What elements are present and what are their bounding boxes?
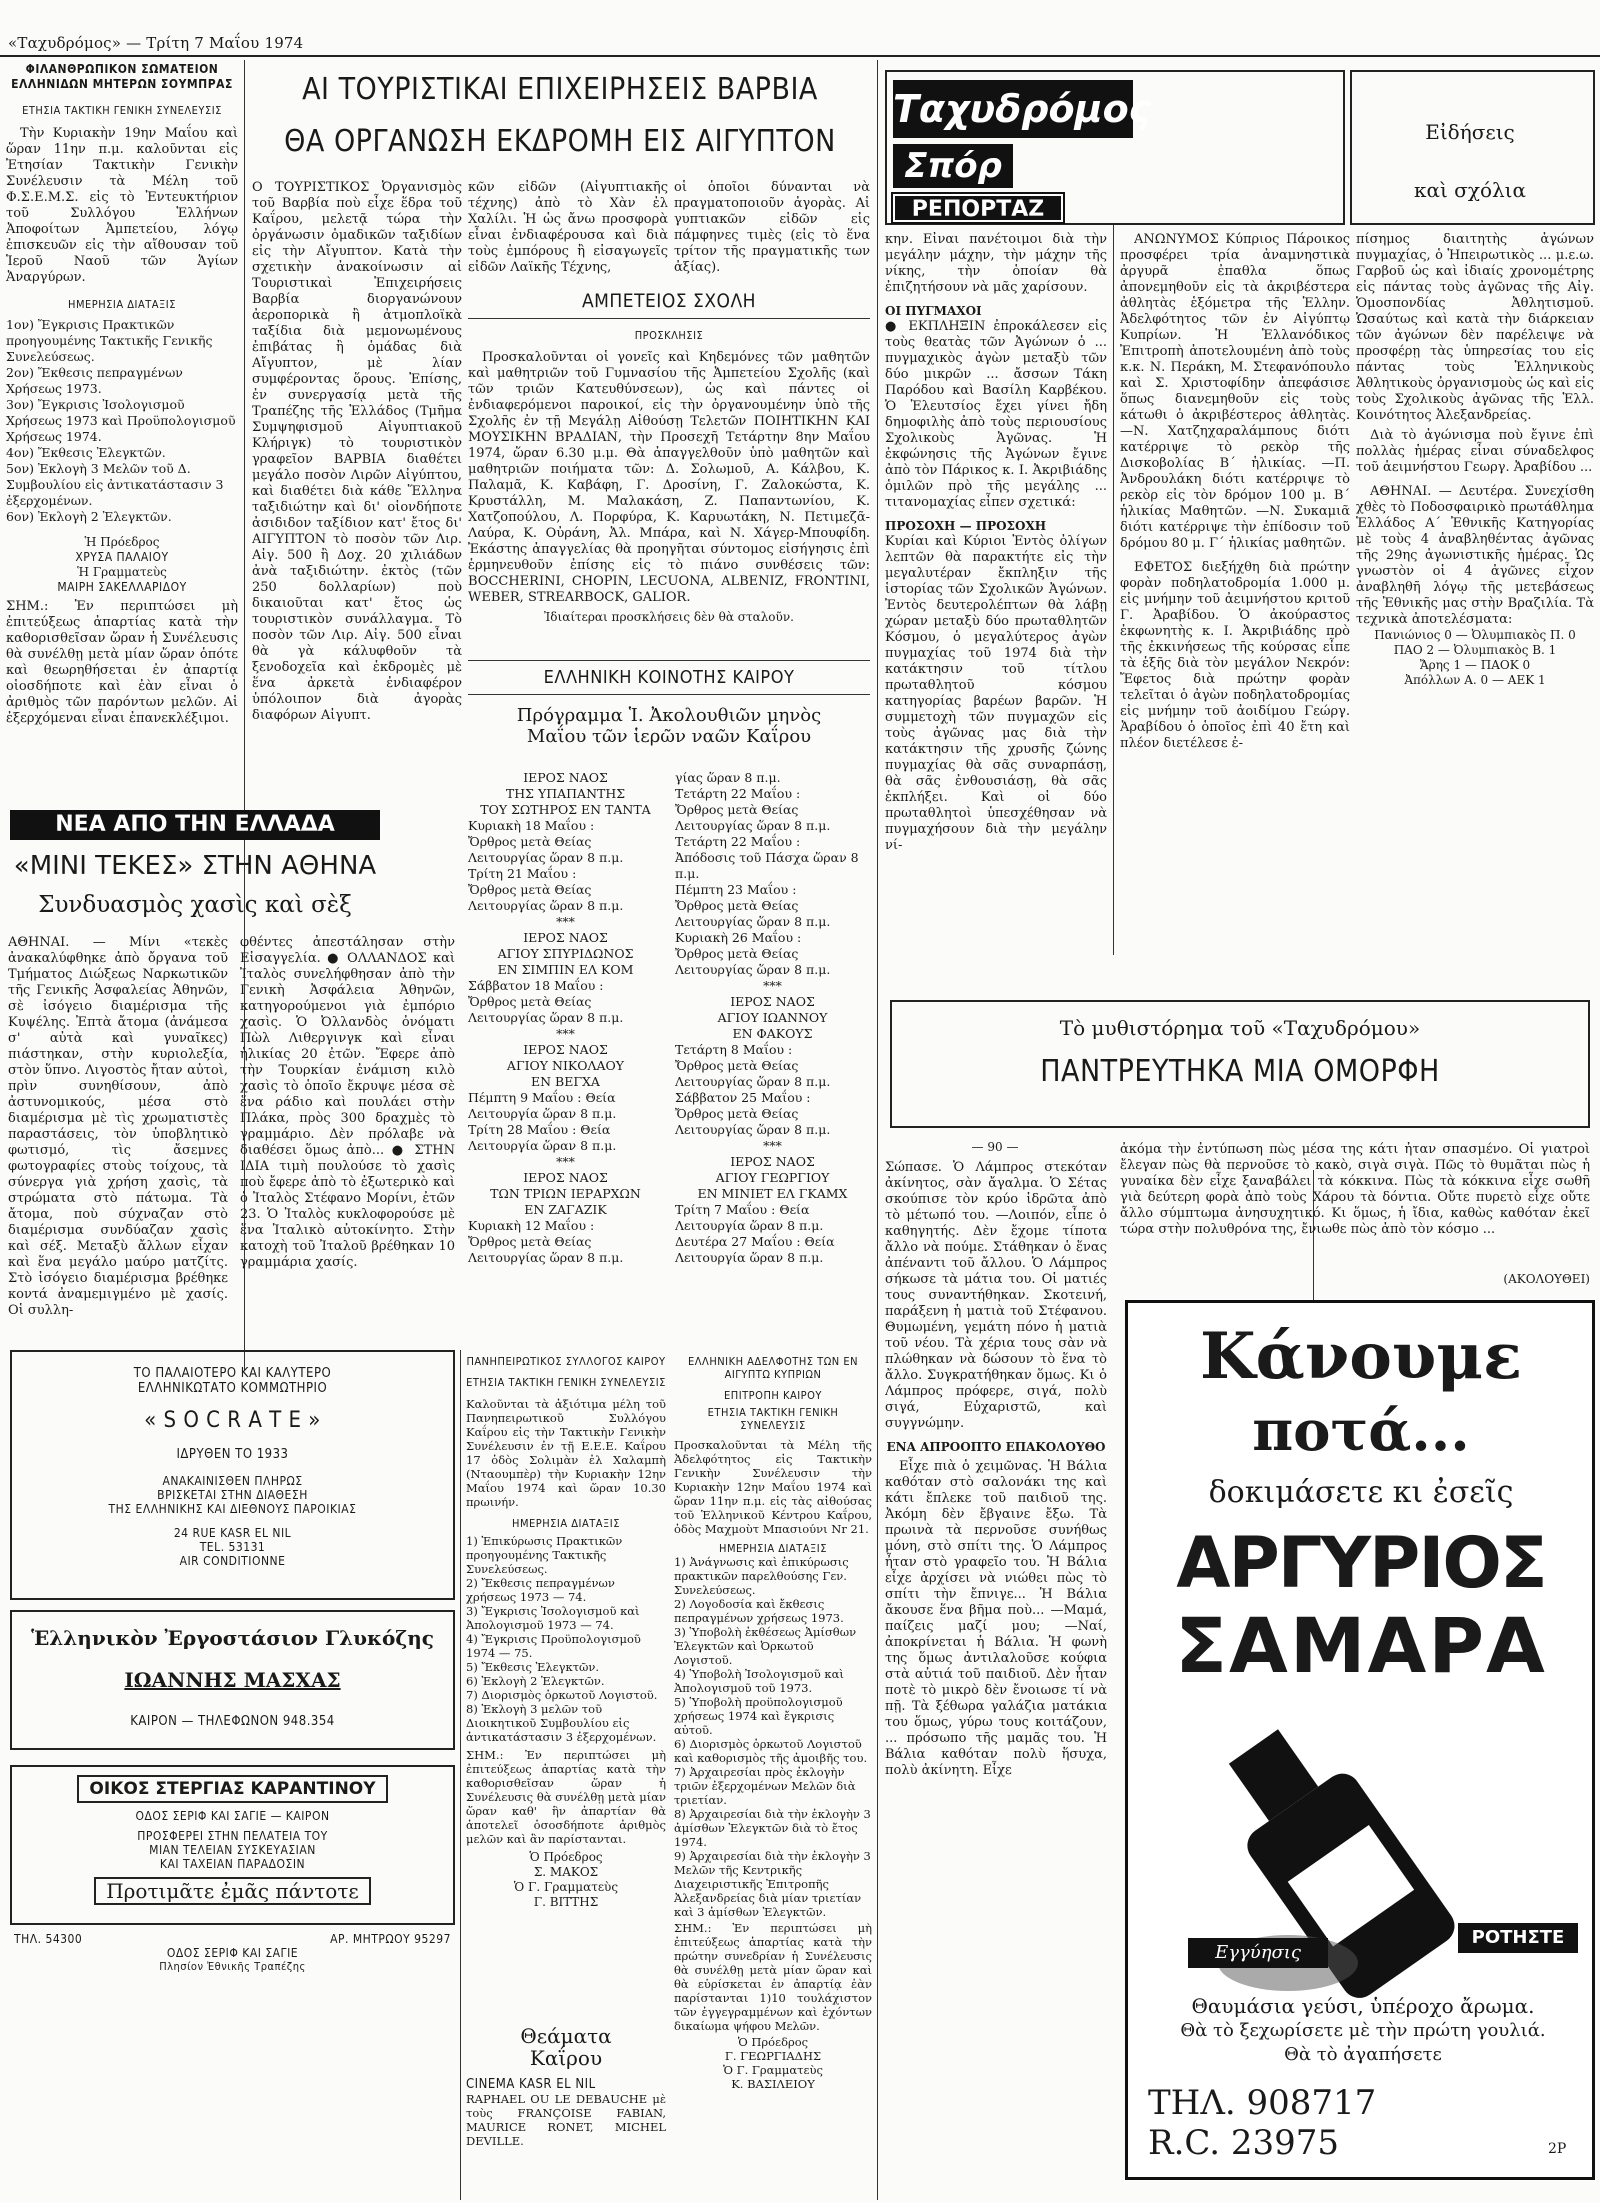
socrate-line: ΑΝΑΚΑΙΝΙΣΘΕΝ ΠΛΗΡΩΣ (162, 1474, 303, 1488)
novel-text: Εἶχε πιὰ ὁ χειμῶνας. Ἡ Βάλια καθόταν στὸ σαλονάκι της καὶ κάτι ἔπλεκε τοῦ παιδιοῦ της. Ἀκόμη δὲν ἔβγαινε ἔξω. Τὰ πρωινὰ τὰ περνοῦσε συνήθως μόνη, στὸ σπίτι της. Ὁ Λάμπρος ἦταν στὸ γραφεῖο του. Ἡ Βάλια εἶχε ἀρχίσει νὰ νιώθει πὼς τὸ σπίτι τὴν ἔπνιγε... Ἡ Βάλια ἄκουσε ἕνα βῆμα ποὺ... —Μαμά, παίζεις μαζί μου; —Ναί, ἀποκρίνεται ἡ Βάλια. Ἡ φωνὴ της ὅμως ἀντιλαλοῦσε κούφια στὰ αὐτιά τοῦ παιδιοῦ. Δὲν ἦταν ποτὲ τὸ μικρὸ δὲν ἔνοιωσε τί νὰ πῇ. Τὰ ξέθωρα γαλάζια ματάκια του ὅμως, γύρω τους κοιτάζουν, ... πρόσωπο τῆς μαμᾶς του. Ἡ Βάλια καθόταν πολὺ ἥσυχα, πολὺ ἀκίνητη. Εἶχε (885, 1459, 1107, 1778)
glucose-name: ΙΩΑΝΝΗΣ ΜΑΣΧΑΣ (124, 1668, 341, 1692)
school-body: Προσκαλοῦνται οἱ γονεῖς καὶ Κηδεμόνες τῶν μαθητῶν καὶ μαθητριῶν τοῦ Γυμνασίου τῆς Ἀμπετείου Σχολῆς (καὶ τῶν τριῶν Κατευθύνσεων), ὡς καὶ πάντες οἱ ἐνδιαφερόμενοι παροικοί, εἰς τὴν ὀργανουμένην ὑπὸ τῆς Σχολῆς ἐν τῇ Μεγάλῃ Αἰθούσῃ Τελετῶν ΠΟΙΗΤΙΚΗΝ ΚΑΙ ΜΟΥΣΙΚΗΝ ΒΡΑΔΙΑΝ, τὴν Προσεχῆ Τετάρτην 8ην Μαΐου 1974, ὥραν 6.30 μ.μ. Θὰ ἀπαγγελθοῦν ὑπὸ μαθητῶν καὶ μαθητριῶν ποιήματα τῶν: Δ. Σολωμοῦ, Α. Κάλβου, Κ. Παλαμᾶ, Κ. Καβάφη, Γ. Δροσίνη, Γ. Ζαλοκώστα, Κ. Κρυστάλλη, Μ. Μαλακάση, Ζ. Παπαντωνίου, Κ. Χατζοπούλου, Λ. Πορφύρα, Κ. Καρυωτάκη, Ν. Πετιμεζᾶ-Λαύρα, Κ. Οὐράνη, Ἀλ. Μπάρα, καὶ Ν. Χάγερ-Μπουφίδη. Ἐκάστης ἀπαγγελίας θὰ προηγῆται σύντομος εἰσήγησις ἐπὶ ἑρμηνευθοῦν ἐπίσης εἰς τὸ πιάνο συνθέσεις τῶν: BOCCHERINI, CHOPIN, LECUONA, ALBENIZ, FRONTINI, WEBER, STREARBOCK, GALIOR. (468, 350, 870, 605)
sport-brand: Σπόρ (893, 144, 1013, 188)
pan-name: Γ. ΒΙΤΤΗΣ (533, 1895, 599, 1909)
ad-tag: 2Ρ (1548, 2141, 1567, 2157)
schedule-line: ΙΕΡΟΣ ΝΑΟΣ (523, 930, 608, 945)
novel-label: Τὸ μυθιστόρημα τοῦ «Ταχυδρόμου» (1059, 1016, 1421, 1040)
schedule-line: *** (556, 914, 575, 929)
schedule-line: Ὄρθρος μετὰ Θείας Λειτουργίας ὥραν 8 π.μ. (468, 834, 624, 865)
nea-body-left: ΑΘΗΝΑΙ. — Μίνι «τεκὲς ἀνακαλύφθηκε ἀπὸ ὄργανα τοῦ Τμήματος Διώξεως Ναρκωτικῶν τῆς Γενικῆς Ἀσφαλείας Ἀθηνῶν, σὲ ἰσόγειο διαμέρισμα τῆς Κυψέλης. Ἐπτὰ ἄτομα (ἀνάμεσα σ' αὐτὰ καὶ γυναῖκες) πιάστηκαν, στὴν κυριολεξία, στὸν ὕπνο. Λιγοστὸς ἤταν αὐτοὶ, πρὶν συνηθίσουν, ἀπὸ ἀστυνομικούς, μέσα στὸ διαμέρισμα μὲ τὶς χρωματιστὲς παραστάσεις, τὸν ὑποβλητικὸ φωτισμό, τὶς ἄσεμνες φωτογραφίες στοὺς τοίχους, τὰ σύνεργα γιὰ χρήση χασὶς, τὰ στρώματα στὸ πάτωμα. Τὰ ἄτομα, ποὺ σύχναζαν στὸ διαμέρισμα συνδύαζαν χασὶς καὶ σέξ. Μεταξὺ ἄλλων εἶχαν καὶ ἕνα μεγάλο μαύρο ματζίτς. Στὸ ἰσόγειο διαμέρισμα βρέθηκε κοντά ἀναμεμιγμένο μὲ χασίς. Οἱ συλλη- (8, 935, 228, 1318)
sport-text: ΕΦΕΤΟΣ διεξήχθη διὰ πρώτην φορὰν ποδηλατοδρομία 1.000 μ. εἰς μνήμην τοῦ ἀειμνήστου κριτοῦ Γ. Ἀραβίδου. Ὁ ἀκούραστος ἐκφωνητὴς κ. Ι. Ἀκριβιάδης πρὸ τῆς ἐκκινήσεως τῆς κούρσας εἶπε τὰ ἑξῆς διὰ τὸν μεγάλον Νεκρόν: Ἔφετος διὰ πρώτην φορὰν τελεῖται ὁ ἀγὼν ποδηλατοδρομίας εἰς μνήμην τοῦ ἀοιδίμου Γεώργ. Ἀραβίδου ὁ ὁποῖος ἐπὶ 40 ἔτη καὶ πλέον διετέλεσε ἐ- (1120, 560, 1350, 751)
cyprus-name: Κ. ΒΑΣΙΛΕΙΟΥ (731, 2077, 815, 2091)
agenda-item: 1) Ἀνάγνωσις καὶ ἐπικύρωσις πρακτικῶν παρελθούσης Γεν. Συνελεύσεως. (674, 1555, 849, 1597)
karantinos-foot: Πλησίον Ἐθνικῆς Τραπέζης (159, 1960, 306, 1973)
schedule-line: ΑΓΙΟΥ ΣΠΥΡΙΔΩΝΟΣ (497, 946, 634, 961)
schedule-line: ΙΕΡΟΣ ΝΑΟΣ (523, 1170, 608, 1185)
agenda-item: 7) Ἀρχαιρεσίαι πρὸς ἐκλογὴν τριῶν ἐξερχομένων Μελῶν διὰ τριετίαν. (674, 1765, 856, 1807)
cyprus-note: ΣΗΜ.: Ἐν περιπτώσει μὴ ἐπιτεύξεως ἀπαρτίας κατὰ τὴν πρώτην συνεδρίαν ἡ Συνέλευσις θὰ συνέλθῃ μετὰ μίαν ὥραν καὶ θὰ εὑρίσκεται ἐν ἀπαρτίᾳ ἐὰν παρίστανται 1)10 τουλάχιστον τῶν ἐγγεγραμμένων καὶ ἐχόντων δικαίωμα ψήφου Μελῶν. (674, 1921, 872, 2033)
ad-line: δοκιμάσετε κι ἐσεῖς (1208, 1475, 1514, 1510)
novel-text: Σώπασε. Ὁ Λάμπρος στεκόταν ἀκίνητος, σὰν ἄγαλμα. Ὁ Σέτας σκούπισε τὸν κρύο ἱδρῶτα ἀπὸ τὸ μέτωπό του. —Λοιπόν, εἶπε ὁ καθηγητής. Δὲν ἔχομε τίποτα ἄλλο νὰ πούμε. Στάθηκαν ὁ ἕνας ἀπέναντι τοῦ ἄλλου. Ὁ Λάμπρος σήκωσε τὰ μάτια του. Οἱ ματιές τους συναντήθηκαν. Σκοτεινή, παράξενη ἡ ματιὰ τοῦ Στέφανου. Θυμωμένη, γεμάτη πόνο ἡ ματιὰ τοῦ νέου. Τὰ χέρια τους σὰν νὰ πλώθηκαν νὰ δώσουν τὸ ἕνα τὸ ἄλλο. Συγκρατήθηκαν ὅμως. Κι ὁ Λάμπρος πρόφερε, σιγά, πολὺ σιγά, Εὐχαριστῶ, καὶ συγγνώμην. (885, 1160, 1107, 1431)
schedule-line: Τρίτη 7 Μαΐου : Θεία Λειτουργία ὥραν 8 π.μ. (675, 1202, 824, 1233)
agenda-item: 5) Ἔκθεσις Ἐλεγκτῶν. (466, 1660, 600, 1674)
film-info: RAPHAEL OU LE DEBAUCHE μὲ τοὺς FRANÇOISE FABIAN, MAURICE RONET, MICHEL DEVILLE. (466, 2092, 666, 2148)
nea-banner: ΝΕΑ ΑΠΟ ΤΗΝ ΕΛΛΑΔΑ (10, 810, 380, 840)
novel-continue: (ΑΚΟΛΟΥΘΕΙ) (1503, 1272, 1590, 1286)
karantinos-ad (10, 1765, 455, 1925)
agenda-item: 8) Ἀρχαιρεσίαι διὰ τὴν ἐκλογὴν 3 ἀμίσθων Ἐλεγκτῶν διὰ τὸ ἔτος 1974. (674, 1807, 871, 1849)
score-line: ΠΑΟ 2 — Ὀλυμπιακὸς Β. 1 (1393, 643, 1557, 657)
attention-title: ΠΡΟΣΟΧΗ — ΠΡΟΣΟΧΗ (885, 519, 1047, 533)
sign-name: ΜΑΙΡΗ ΣΑΚΕΛΛΑΡΙΔΟΥ (57, 580, 187, 594)
sport-reportage: ΡΕΠΟΡΤΑΖ (893, 194, 1063, 222)
schedule-line: Κυριακὴ 26 Μαΐου : (675, 930, 802, 945)
pan-agenda-title: ΗΜΕΡΗΣΙΑ ΔΙΑΤΑΞΙΣ (512, 1517, 620, 1530)
column-rule (1113, 225, 1114, 955)
sport-col-3 (1356, 232, 1594, 952)
schedule-line: Κυριακὴ 18 Μαΐου : (468, 818, 595, 833)
agenda-item: 2) Λογοδοσία καὶ ἔκθεσις πεπραγμένων χρήσεως 1973. (674, 1597, 844, 1625)
karantinos-line: ΚΑΙ ΤΑΧΕΙΑΝ ΠΑΡΑΔΟΣΙΝ (159, 1857, 306, 1871)
schedule-line: Τετάρτη 22 Μαΐου : (675, 834, 801, 849)
assoc-note: ΣΗΜ.: Ἐν περιπτώσει μὴ ἐπιτεύξεως ἀπαρτίας κατὰ τὴν καθορισθεῖσαν ὥραν ἡ Συνέλευσις θὰ συνέλθῃ μετὰ μίαν ὥραν ὁπότε καὶ θεωρηθήσεται ἐν ἀπαρτίᾳ οἱοσδήποτε καὶ ἐὰν εἶναι ὁ ἀριθμὸς τῶν παρόντων μελῶν. Αἱ ἐξερχόμεναι εἶναι ἐπανεκλέξιμοι. (6, 599, 238, 726)
schedule-line: Ὄρθρος μετὰ Θείας Λειτουργίας ὥραν 8 π.μ. (468, 1234, 624, 1265)
column-rule (877, 60, 878, 2200)
schedule-line: Τετάρτη 8 Μαΐου : (675, 1042, 793, 1057)
schedule-line: Ἀπόδοσις τοῦ Πάσχα ὥραν 8 π.μ. (675, 850, 859, 881)
agenda-item: 6) Ἐκλογὴ 2 Ἐλεγκτῶν. (466, 1674, 605, 1688)
ad-slogan: Θὰ τὸ ἀγαπήσετε (1284, 2044, 1442, 2065)
karantinos-footer (10, 1932, 455, 1972)
agenda-item: 2) Ἔκθεσις πεπραγμένων χρήσεως 1973 — 74. (466, 1576, 615, 1604)
schedule-line: *** (763, 1138, 782, 1153)
socrate-ad (10, 1350, 455, 1600)
score-line: Ἀπόλλων Α. 0 — ΑΕΚ 1 (1404, 673, 1546, 687)
agenda-item: 5ον) Ἐκλογὴ 3 Μελῶν τοῦ Δ. Συμβουλίου εἰς ἀντικατάστασιν 3 ἐξερχομένων. (6, 461, 224, 508)
schedule-line: ΕΝ ΜΙΝΙΕΤ ΕΛ ΓΚΑΜΧ (697, 1186, 848, 1201)
agenda-item: 9) Ἀρχαιρεσίαι διὰ τὴν ἐκλογὴν 3 Μελῶν τῆς Κεντρικῆς Διαχειριστικῆς Ἐπιτροπῆς Ἀλεξανδρείας διὰ μίαν τριετίαν καὶ 3 ἀμίσθων Ἐλεγκτῶν. (674, 1849, 871, 1919)
schedule-line: ΕΝ ΖΑΓΑΖΙΚ (524, 1202, 607, 1217)
boxers-text: ● ΕΚΠΛΗΞΙΝ ἐπροκάλεσεν εἰς τοὺς θεατὰς τῶν Ἀγώνων ὁ ... πυγμαχικὸς ἀγὼν μεταξὺ τῶν δύο μικρῶν ... ἄσσων Τάκη Παρόδου καὶ Βασίλη Καρβέκου. Ὁ Ἐλευτσίος ἔχει γίνει ἤδη δημοφιλὴς ἀπὸ τοὺς περιουσίους Σχολικοὺς Ἀγῶνας. Ἡ ἐκφώνησις τῆς Ἀγώνων ἔγινε ἀπὸ τὸν Πάρικος κ. Ι. Ἀκριβιάδης ὁμιλῶν πρὸ τῆς μεγάλης ... τιτανομαχίας εἶπεν σχετικά: (885, 319, 1107, 510)
ad-slogan: Θαυμάσια γεύσι, ὑπέροχο ἄρωμα. (1191, 1994, 1535, 2018)
schedule-line: Ὄρθρος μετὰ Θείας Λειτουργίας ὥραν 8 π.μ. (468, 882, 624, 913)
column-rule (460, 1350, 461, 2200)
cyprus-agenda-title: ΗΜΕΡΗΣΙΑ ΔΙΑΤΑΞΙΣ (719, 1542, 827, 1555)
sport-text: πίσημος διαιτητὴς ἀγώνων πυγμαχίας, ὁ Ἡπειρωτικὸς ... μ.ε.ω. Γαρβοῦ ὡς καὶ ἰδιαίς χρονομέτρης εἰς πάντας τοὺς ἀγῶνας τῆς Αἰγ. Ὁμοσπονδίας Ἀθλητισμοῦ. Ὡσαύτως καὶ κατὰ τὴν διάρκειαν τῶν ἀγώνων δὲν παρέλειψε νὰ προσφέρῃ τὰς ὑπηρεσίας του εἰς πάντας τοὺς Ἑλληνικοὺς Ἀθλητικοὺς ὀργανισμοὺς ὡς καὶ εἰς τοὺς Σχολικοὺς ἀγῶνας τῆς Ἑλλ. Κοινότητος Ἀλεξανδρείας. (1356, 232, 1594, 423)
socrate-line: ΤΗΣ ΕΛΛΗΝΙΚΗΣ ΚΑΙ ΔΙΕΘΝΟΥΣ ΠΑΡΟΙΚΙΑΣ (108, 1502, 357, 1516)
agenda-item: 6ον) Ἐκλογὴ 2 Ἐλεγκτῶν. (6, 509, 172, 524)
schedule-line: Ὄρθρος μετὰ Θείας Λειτουργίας ὥραν 8 π.μ. (675, 1106, 831, 1137)
sign-role: Ἡ Γραμματεὺς (77, 565, 167, 579)
ad-slogan: Θὰ τὸ ξεχωρίσετε μὲ τὴν πρώτη γουλιά. (1180, 2020, 1546, 2041)
school-notice (468, 290, 870, 625)
agenda-item: 5) Ὑποβολὴ προϋπολογισμοῦ χρήσεως 1974 καὶ ἔγκρισις αὐτοῦ. (674, 1695, 843, 1737)
school-end: Ἰδιαίτεραι προσκλήσεις δὲν θὰ σταλοῦν. (544, 610, 794, 624)
schedule-line: Ὄρθρος μετὰ Θείας Λειτουργίας ὥραν 8 π.μ. (675, 898, 831, 929)
socrate-line: ΒΡΙΣΚΕΤΑΙ ΣΤΗΝ ΔΙΑΘΕΣΗ (157, 1488, 308, 1502)
schedule-line: ΑΓΙΟΥ ΙΩΑΝΝΟΥ (717, 1010, 828, 1025)
karantinos-reg: ΑΡ. ΜΗΤΡΩΟΥ 95297 (330, 1932, 451, 1946)
socrate-name: « S O C R A T E » (144, 1408, 321, 1433)
cyprus-name: Γ. ΓΕΩΡΓΙΑΔΗΣ (724, 2049, 822, 2063)
ad-bottle-label: ΡΟΤΗΣΤΕ (1458, 1923, 1578, 1953)
agenda-title: ΗΜΕΡΗΣΙΑ ΔΙΑΤΑΞΙΣ (68, 298, 176, 311)
main-col-c: οἱ ὁποῖοι δύνανται νὰ πραγματοποιοῦν ἀγορὰς. Αἱ γυπτιακῶν εἰδῶν εἰς πάμφηνες τιμὲς (εἰς τὸ ἕνα τρίτον τῆς πραγματικῆς των ἀξίας). (674, 180, 870, 275)
agenda-item: 1) Ἐπικύρωσις Πρακτικῶν προηγουμένης Τακτικῆς Συνελεύσεως. (466, 1534, 623, 1576)
header-rule (0, 55, 1600, 57)
cyprus-agenda (674, 1555, 872, 1919)
schedule-line: ΙΕΡΟΣ ΝΑΟΣ (730, 1154, 815, 1169)
score-line: Ἄρης 1 — ΠΑΟΚ 0 (1419, 658, 1531, 672)
cyprus-notice (674, 1355, 872, 2091)
sport-heading: καὶ σχόλια (1413, 178, 1527, 202)
schedule-line: *** (556, 1154, 575, 1169)
main-col-b: κῶν εἰδῶν (Αἰγυπτιακῆς τέχνης) ἀπὸ τὸ Χὰν ἐλ Χαλίλι. Ἡ ὡς ἄνω προσφορὰ εἶναι ἐνδιαφέρουσα καὶ διὰ τοὺς ἐμπόρους ἢ εἰσαγωγεῖς εἰδῶν Λαϊκῆς Τέχνης, (468, 180, 668, 275)
karantinos-address: ΟΔΟΣ ΣΕΡΙΦ ΚΑΙ ΣΑΓΙΕ (166, 1946, 299, 1960)
assoc-subtitle: ΕΤΗΣΙΑ ΤΑΚΤΙΚΗ ΓΕΝΙΚΗ ΣΥΝΕΛΕΥΣΙΣ (22, 104, 222, 117)
karantinos-title: ΟΙΚΟΣ ΣΤΕΡΓΙΑΣ ΚΑΡΑΝΤΙΝΟΥ (77, 1775, 387, 1803)
agenda-item: 3ον) Ἔγκρισις Ἰσολογισμοῦ Χρήσεως 1973 καὶ Προϋπολογισμοῦ Χρήσεως 1974. (6, 397, 236, 444)
socrate-air: AIR CONDITIONNE (179, 1554, 286, 1568)
pan-notice (466, 1355, 666, 1910)
schedule-line: ΤΗΣ ΥΠΑΠΑΝΤΗΣ (505, 786, 626, 801)
community-left (468, 770, 663, 1266)
socrate-founded: ΙΔΡΥΘΕΝ ΤΟ 1933 (176, 1447, 289, 1462)
school-sub: ΠΡΟΣΚΛΗΣΙΣ (634, 329, 704, 342)
sport-text: Διὰ τὸ ἀγώνισμα ποὺ ἔγινε ἐπὶ πολλὰς ἡμέρας εἶναι σύναδελφος τοῦ ἀειμνήστου Γεωργ. Ἀραβίδου ... (1356, 428, 1594, 475)
assoc-body: Τὴν Κυριακὴν 19ην Μαΐου καὶ ὥραν 11ην π.μ. καλοῦνται εἰς Ἐτησίαν Τακτικὴν Γενικὴν Συνέλευσιν τὰ Μέλη τοῦ Φ.Σ.Ε.Μ.Σ. εἰς τὸ Ἐντευκτήριον τοῦ Συλλόγου Ἑλλήνων Ἀποφοίτων Ἀμπετείου, λόγῳ ἐπισκευῶν εἰς τὴν αἴθουσαν τοῦ Ἱεροῦ Ναοῦ τῶν Ἁγίων Ἀναργύρων. (6, 126, 238, 285)
pan-body: Καλοῦνται τὰ ἀξιότιμα μέλη τοῦ Πανηπειρωτικοῦ Συλλόγου Καΐρου εἰς τὴν Τακτικὴν Γενικὴν Συνέλευσιν ἐν τῇ Ε.Ε.Ε. Καΐρου 17 ὁδὸς Σολιμὰν ἐλ Χαλαμπὴ (Νταουμπὲρ) τὴν Κυριακὴν 12ην Μαΐου 1974 καὶ ὥραν 10.30 πρωινήν. (466, 1397, 666, 1509)
main-col-a: Ο ΤΟΥΡΙΣΤΙΚΟΣ Ὀργανισμὸς τοῦ Βαρβία ποὺ εἶχε ἕδρα τοῦ Καΐρου, μελετᾷ τώρα τὴν ὀργάνωσιν ὁμαδικῶν ταξιδίων εἰς τὴν Αἴγυπτον. Κατὰ τὴν σχετικὴν ἀνακοίνωσιν αἱ Τουριστικαὶ Ἐπιχειρήσεις Βαρβία διοργανώνουν ἀεροπορικὰ ἢ ἀτμοπλοϊκὰ ταξίδια διὰ μεμονωμένους ἐπιβάτας ἢ ὁμάδας διὰ Αἴγυπτον, μὲ λίαν συμφέροντας ὅρους. Ἐπίσης, ἐν συνεργασίᾳ μετὰ τῆς Τραπέζης τῆς Ἑλλάδος (Τμῆμα Συμψηφισμοῦ Αἰγυπτιακοῦ Κλήριγκ) τὸ τουριστικὸν γραφεῖον ΒΑΡΒΙΑ διαθέτει μεγάλο ποσὸν Λιρῶν Αἰγύπτου, καὶ διαθέτει διὰ κάθε Ἕλληνα ταξιδιώτην καὶ δι' οἱονδήποτε ἀσιδιδον ταξίδιον κατ' ἔτος δι' ΑΙΓΥΠΤΟΝ τὸ ποσὸν τῶν Λιρ. Αἰγ. 500 ἢ Δοχ. 20 χιλιάδων ἀνὰ ταξιδιώτην. ἐκτὸς (τῶν 250 δολλαρίων) ποὺ δικαιοῦται κατ' ἔτος ὡς τουριστικὸν συνάλλαγμα. Τὸ ποσὸν τῶν Λιρ. Αἰγ. 500 εἶναι θὰ γὰ κάλυφθοῦν τὰ ξενοδοχεῖα καὶ ἐκδρομὲς μὲ ἕνα ἀρκετὰ ἐνδιαφέρον ὑπόλοιπον διὰ ἀγορὰς διαφόρων Αἰγυπτ. (252, 180, 462, 723)
schedule-line: Πέμπτη 9 Μαΐου : Θεία Λειτουργία ὥραν 8 π.μ. (468, 1090, 617, 1121)
schedule-line: Ὄρθρος μετὰ Θείας Λειτουργίας ὥραν 8 π.μ. (675, 802, 831, 833)
schedule-line: γίας ὥραν 8 π.μ. (675, 770, 781, 785)
sport-col-2 (1120, 232, 1350, 952)
schedule-line: Ὄρθρος μετὰ Θείας Λειτουργίας ὥραν 8 π.μ. (675, 946, 831, 977)
ad-line: ποτά... (1252, 1398, 1470, 1464)
agenda-item: 7) Διορισμὸς ὁρκωτοῦ Λογιστοῦ. (466, 1688, 658, 1702)
karantinos-tel: ΤΗΛ. 54300 (14, 1932, 83, 1946)
agenda-item: 8) Ἐκλογὴ 3 μελῶν τοῦ Διοικητικοῦ Συμβουλίου εἰς ἀντικατάστασιν 3 ἐξερχομένων. (466, 1702, 657, 1744)
agenda-item: 2ον) Ἔκθεσις πεπραγμένων Χρήσεως 1973. (6, 365, 183, 396)
novel-header (890, 1000, 1590, 1128)
schedule-line: Κυριακὴ 12 Μαΐου : (468, 1218, 595, 1233)
ad-brand: ΑΡΓΥΡΙΟΣ (1176, 1522, 1546, 1604)
sign-name: ΧΡΥΣΑ ΠΑΛΑΙΟΥ (75, 550, 169, 564)
schedule-line: Ὄρθρος μετὰ Θείας Λειτουργίας ὥραν 8 π.μ. (675, 1058, 831, 1089)
assoc-title: ΦΙΛΑΝΘΡΩΠΙΚΟΝ ΣΩΜΑΤΕΙΟΝ ΕΛΛΗΝΙΔΩΝ ΜΗΤΕΡΩΝ ΣΟΥΜΠΡΑΣ (11, 62, 233, 91)
cyprus-title: ΕΛΛΗΝΙΚΗ ΑΔΕΛΦΟΤΗΣ ΤΩΝ ΕΝ ΑΙΓΥΠΤΩ ΚΥΠΡΙΩΝ (688, 1355, 858, 1381)
agenda-item: 4ον) Ἔκθεσις Ἐλεγκτῶν. (6, 445, 166, 460)
agenda-item: 4) Ὑποβολὴ Ἰσολογισμοῦ καὶ Ἀπολογισμοῦ τοῦ 1973. (674, 1667, 844, 1695)
athens-text: ΑΘΗΝΑΙ. — Δευτέρα. Συνεχίσθη χθὲς τὸ Ποδοσφαιρικὸ πρωτάθλημα Ἑλλάδος Α΄ Ἐθνικῆς Κατηγορίας μὲ τοὺς 4 ἀναβληθέντας ἀγῶνας τῆς 29ης ἀγωνιστικῆς ἡμέρας. Ὡς γνωστὸν οἱ 4 ἀγῶνες εἶχον ἀναβληθῆ λόγῳ τῆς μετεβάσεως τῆς Ἐθνικῆς μας στὴν Βραζιλία. Τὰ τεχνικὰ ἀποτελέσματα: (1356, 484, 1594, 627)
agenda-item: 3) Ὑποβολὴ ἐκθέσεως Ἀμίσθων Ἐλεγκτῶν καὶ Ὀρκωτοῦ Λογιστοῦ. (674, 1625, 857, 1667)
schedule-line: Τρίτη 21 Μαΐου : (468, 866, 577, 881)
sport-col-1 (885, 232, 1107, 952)
pan-role: Ὁ Πρόεδρος (529, 1850, 603, 1864)
novel-col-2 (1120, 1142, 1590, 1270)
sport-brand: Ταχυδρόμος (893, 80, 1133, 138)
socrate-address: 24 RUE KASR EL NIL (173, 1526, 292, 1540)
novel-text: ἀκόμα τὴν ἐντύπωση πὼς μέσα της κάτι ἦταν σπασμένο. Οἱ γιατροὶ ἔλεγαν πὼς θὰ περνοῦσε τὸ κακὸ, σιγὰ σιγὰ. Πῶς τὸ θυμᾶται πὼς ἡ γυναίκα δὲν εἶχε ξαναβάλει τὰ κόκκινα. Πὼς τὰ κόκκινα εἶχε σωθῆ γιὰ δεύτερη φορὰ ἀπὸ τοὺς Χάρου τὰ δόντια. Οὔτε πυρετὸ εἶχε οὔτε ἄλλο σύμπτωμα ἀνησυχητικό. Κι ὅμως, ἡ ἴδια, καθὼς καθόταν ἐκεῖ τώρα στὴν πολυθρόνα της, ἔνιωθε πὼς ἀπὸ τὸν κόσμο ... (1120, 1142, 1590, 1237)
agenda-item: 4) Ἔγκρισις Προϋπολογισμοῦ 1974 — 75. (466, 1632, 641, 1660)
novel-number: — 90 — (971, 1140, 1019, 1154)
glucose-line: Ἑλληνικὸν Ἐργοστάσιον Γλυκόζης (31, 1626, 434, 1650)
schedule-line: Πέμπτη 23 Μαΐου : (675, 882, 797, 897)
sport-masthead (885, 70, 1345, 225)
schedule-line: Δευτέρα 27 Μαΐου : Θεία Λειτουργία ὥραν 8 π.μ. (675, 1234, 835, 1265)
schedule-line: Τρίτη 28 Μαΐου : Θεία Λειτουργία ὥραν 8 π.μ. (468, 1122, 617, 1153)
pan-sub: ΕΤΗΣΙΑ ΤΑΚΤΙΚΗ ΓΕΝΙΚΗ ΣΥΝΕΛΕΥΣΙΣ (466, 1376, 666, 1389)
schedule-line: Ὄρθρος μετὰ Θείας Λειτουργίας ὥραν 8 π.μ. (468, 994, 624, 1025)
schedule-line: ΑΓΙΟΥ ΝΙΚΟΛΑΟΥ (506, 1058, 625, 1073)
ad-brand: ΣΑΜΑΡΑ (1175, 1601, 1547, 1690)
schedule-line: ΤΟΥ ΣΩΤΗΡΟΣ ΕΝ ΤΑΝΤΑ (480, 802, 651, 817)
schedule-line: ΙΕΡΟΣ ΝΑΟΣ (730, 994, 815, 1009)
agenda-item: 3) Ἔγκρισις Ἰσολογισμοῦ καὶ Ἀπολογισμοῦ 1973 — 74. (466, 1604, 640, 1632)
main-headline-1: ΑΙ ΤΟΥΡΙΣΤΙΚΑΙ ΕΠΙΧΕΙΡΗΣΕΙΣ ΒΑΡΒΙΑ (302, 72, 818, 107)
schedule-line: ΤΩΝ ΤΡΙΩΝ ΙΕΡΑΡΧΩΝ (490, 1186, 641, 1201)
karantinos-line: ΠΡΟΣΦΕΡΕΙ ΣΤΗΝ ΠΕΛΑΤΕΙΑ ΤΟΥ (137, 1829, 328, 1843)
nea-title: «ΜΙΝΙ ΤΕΚΕΣ» ΣΤΗΝ ΑΘΗΝΑ (13, 851, 377, 881)
main-headline-2: ΘΑ ΟΡΓΑΝΩΣΗ ΕΚΔΡΟΜΗ ΕΙΣ ΑΙΓΥΠΤΟΝ (284, 124, 836, 159)
schedule-line: ΕΝ ΒΕΓΧΑ (531, 1074, 600, 1089)
pan-name: Σ. ΜΑΚΟΣ (533, 1865, 599, 1879)
novel-title: ΠΑΝΤΡΕΥΤΗΚΑ ΜΙΑ ΟΜΟΡΦΗ (1040, 1054, 1440, 1089)
community-schedule (468, 660, 870, 1340)
schedule-line: *** (763, 978, 782, 993)
sport-head-box (1350, 70, 1595, 225)
school-title: ΑΜΠΕΤΕΙΟΣ ΣΧΟΛΗ (468, 290, 870, 319)
theatre-box (466, 2025, 666, 2148)
cinema-name: CINEMA KASR EL NIL (466, 2077, 596, 2092)
cyprus-role: Ὁ Γ. Γραμματεὺς (723, 2063, 823, 2077)
ad-line: Κάνουμε (1199, 1319, 1523, 1394)
novel-col-1 (885, 1160, 1107, 2200)
pan-role: Ὁ Γ. Γραμματεὺς (513, 1880, 619, 1894)
sport-text: ΑΝΩΝΥΜΟΣ Κύπριος Πάροικος προσφέρει τρία ἀναμνηστικὰ ἀργυρᾶ ἐπαθλα ὅπως ἀπονεμηθοῦν εἰς τὰ ἀκριβέστερα ἀθλητὰς ἑξόμετρα τῆς Ἐλλην. Ἀδελφότητος τῶν ἐν Αἰγύπτῳ Κυπρίων. Ἡ Ἑλλανόδικος Ἐπιτροπὴ ἀποτελουμένη ἀπὸ τοὺς κ.κ. Ν. Περάκη, Μ. Στεφανόπουλο καὶ Σ. Χριστοφίδην ἀπεφάσισε ὅπως διανεμηθοῦν εἰς τοὺς κάτωθι ὁ ἀκριβέστερος ἀθλητὰς. —Ν. Χατζηχαραλάμπους διότι κατέρριψε τὸ ρεκὸρ τῆς Δισκοβολίας Β΄ ἡλικίας. —Π. Ἀνδρουλάκη διότι κατέρριψε τὸ ρεκὸρ εἰς τὸν δρόμον 100 μ. Β΄ ἡλικίας Μαθητῶν. —Ν. Συκαμιᾶ διότι κατέρριψε τὴν ἐπίδοσιν τοῦ δρόμου 80 μ. Γ΄ ἡλικίας μαθητῶν. (1120, 232, 1350, 551)
attention-text: Κυρίαι καὶ Κύριοι Ἐντὸς ὀλίγων λεπτῶν θὰ παρακτήτε εἰς τὴν μεγαλυτέραν ἔκπληξιν τῆς ἱστορίας τῶν Σχολικῶν Ἀγώνων. Ἐντὸς δευτερολέπτων θὰ λάβῃ χώραν μεταξὺ δύο πρωταθλητῶν Κόσμου, ὁ μεγαλύτερος ἀγὼν πυγμαχίας τοῦ 1974 διὰ τὴν κατάκτησιν τοῦ τίτλου πρωταθλητοῦ κόσμου κατηγορίας βαρέων βαρῶν. Ἡ συμμετοχὴ τῶν πυγμαχῶν εἰς τοὺς ἀγῶνας μας διὰ τὴν κατάκτησιν τῆς χρυσῆς ζώνης πυγμαχίας θὰ σᾶς συναρπάσῃ, θὰ σᾶς ἐνθουσιάσῃ, θὰ σᾶς ἐκπλήξει. Καὶ οἱ δύο πρωταθλητοὶ ὑπεσχέθησαν νὰ πυγμαχήσουν διὰ τὴν μεγάλην νί- (885, 534, 1107, 853)
community-right (675, 770, 870, 1266)
boxers-title: ΟΙ ΠΥΓΜΑΧΟΙ (885, 304, 982, 318)
schedule-line: *** (556, 1026, 575, 1041)
page-header: «Ταχυδρόμος» — Τρίτη 7 Μαΐου 1974 (8, 34, 304, 52)
agenda-item: 1ον) Ἔγκρισις Πρακτικῶν προηγουμένης Τακτικῆς Γενικῆς Συνελεύσεως. (6, 317, 213, 364)
agenda-list (6, 317, 238, 525)
assoc-notice (6, 62, 238, 727)
nea-subtitle: Συνδυασμὸς χασὶς καὶ σὲξ (38, 892, 352, 918)
cyprus-body: Προσκαλοῦνται τὰ Μέλη τῆς Ἀδελφότητος εἰς Τακτικὴν Γενικὴν Συνέλευσιν τὴν Κυριακὴν 12ην Μαΐου 1974 καὶ ὥραν 11ην π.μ. εἰς τὰς αἰθούσας τοῦ Ἑλληνικοῦ Κέντρου Καΐρου, ὁδὸς Μαχμοὺτ Μπασιούνι Nr 21. (674, 1438, 872, 1536)
pan-title: ΠΑΝΗΠΕΙΡΩΤΙΚΟΣ ΣΥΛΛΟΓΟΣ ΚΑΙΡΟΥ (466, 1355, 666, 1368)
glucose-ad (10, 1610, 455, 1750)
agenda-item: 6) Διορισμὸς ὁρκωτοῦ Λογιστοῦ καὶ καθορισμὸς τῆς ἀμοιβῆς του. (674, 1737, 868, 1765)
socrate-tel: TEL. 53131 (199, 1540, 266, 1554)
community-sub: Μαΐου τῶν ἱερῶν ναῶν Καΐρου (526, 726, 812, 747)
karantinos-line: ΜΙΑΝ ΤΕΛΕΙΑΝ ΣΥΣΚΕΥΑΣΙΑΝ (149, 1843, 316, 1857)
schedule-line: ΙΕΡΟΣ ΝΑΟΣ (523, 770, 608, 785)
schedule-line: ΕΝ ΦΑΚΟΥΣ (732, 1026, 813, 1041)
ad-rc: R.C. 23975 (1148, 2123, 1339, 2163)
cyprus-role: Ὁ Πρόεδρος (737, 2035, 809, 2049)
sign-role: Ἡ Πρόεδρος (84, 535, 160, 549)
pan-note: ΣΗΜ.: Ἐν περιπτώσει μὴ ἐπιτεύξεως ἀπαρτίας κατὰ τὴν καθορισθεῖσαν ὥραν ἡ Συνέλευσις θὰ συνέλθῃ μετὰ μίαν ὥραν καθ' ἣν ἀπαρτίαν θὰ ἀποτελεῖ ὁσοσδήποτε ἀριθμὸς μελῶν καὶ ἂν παρίστανται. (466, 1748, 666, 1846)
socrate-line: ΤΟ ΠΑΛΑΙΟΤΕΡΟ ΚΑΙ ΚΑΛΥΤΕΡΟ (133, 1366, 332, 1381)
schedule-line: ΑΓΙΟΥ ΓΕΩΡΓΙΟΥ (715, 1170, 830, 1185)
sport-heading: Εἰδήσεις (1425, 120, 1515, 144)
community-title: ΕΛΛΗΝΙΚΗ ΚΟΙΝΟΤΗΣ ΚΑΙΡΟΥ (468, 660, 870, 695)
score-line: Πανιώνιος 0 — Ὀλυμπιακὸς Π. 0 (1374, 628, 1576, 642)
schedule-line: Σάββατον 18 Μαΐου : (468, 978, 604, 993)
pan-agenda (466, 1534, 666, 1744)
community-sub: Πρόγραμμα Ἱ. Ἀκολουθιῶν μηνὸς (516, 705, 822, 726)
socrate-line: ΕΛΛΗΝΙΚΩΤΑΤΟ ΚΟΜΜΩΤΗΡΙΟ (137, 1381, 328, 1396)
schedule-line: ΙΕΡΟΣ ΝΑΟΣ (523, 1042, 608, 1057)
schedule-line: Σάββατον 25 Μαΐου : (675, 1090, 811, 1105)
glucose-phone: ΚΑΙΡΟΝ — ΤΗΛΕΦΩΝΟΝ 948.354 (130, 1714, 335, 1729)
novel-subhead: ΕΝΑ ΑΠΡΟΟΠΤΟ ΕΠΑΚΟΛΟΥΘΟ (886, 1440, 1106, 1454)
karantinos-address: ΟΔΟΣ ΣΕΡΙΦ ΚΑΙ ΣΑΓΙΕ — ΚΑΙΡΟΝ (135, 1809, 330, 1823)
nea-body-right: φθέντες ἀπεστάλησαν στὴν Εἰσαγγελία. ● ΟΛΛΑΝΔΟΣ καὶ Ἰταλὸς συνελήφθησαν ἀπὸ τὴν Γενικὴ Ἀσφάλεια Ἀθηνῶν, κατηγορούμενοι γιὰ ἐμπόριο χασὶς. Ὁ Ὀλλανδὸς ὀνόματι Πὼλ Λιθεργινγκ καὶ εἶναι ἡλικίας 20 ἐτῶν. Ἔφερε ἀπὸ τὴν Τουρκίαν ἐνάμιση κιλὸ χασὶς τὸ ὁποῖο ἔκρυψε μέσα σὲ ἕνα ράδιο καὶ πουλάει στὴν Πλάκα, πρὸς 300 δραχμὲς τὸ γραμμάριο. Δὲν πρόλαβε νὰ διαθέσει ὅμως ἀπὸ... ● ΣΤΗΝ ΙΔΙΑ τιμὴ πουλούσε τὸ χασὶς ποὺ ἔφερε ἀπὸ τὸ ἐξωτερικὸ καὶ ὁ Ἰταλὸς Στέφανο Μορίνι, ἐτῶν 23. Ὁ Ἰταλὸς κυκλοφορούσε μὲ ἕνα Ἰταλικὸ αὐτοκίνητο. Στὴν κατοχὴ τοῦ Ἰταλοῦ βρέθηκαν 10 γραμμάρια χασίς. (240, 935, 455, 1270)
ad-guarantee: Εγγύησις (1188, 1938, 1328, 1968)
schedule-line: ΕΝ ΣΙΜΠΙΝ ΕΛ ΚΟΜ (497, 962, 634, 977)
karantinos-slogan: Προτιμᾶτε ἐμᾶς πάντοτε (94, 1877, 371, 1905)
theatre-title: Καΐρου (529, 2046, 603, 2070)
cyprus-sub: ΕΤΗΣΙΑ ΤΑΚΤΙΚΗ ΓΕΝΙΚΗ ΣΥΝΕΛΕΥΣΙΣ (707, 1406, 839, 1432)
sport-text: κην. Εἶναι πανέτοιμοι διὰ τὴν μεγάλην μάχην, τὴν μάχην τῆς νίκης, τὴν ὁποίαν θὰ ἐπιζητήσουν νὰ μᾶς χαρίσουν. (885, 232, 1107, 295)
schedule-line: Τετάρτη 22 Μαΐου : (675, 786, 801, 801)
drinks-ad (1125, 1300, 1595, 2180)
ad-tel: ΤΗΛ. 908717 (1148, 2083, 1377, 2123)
cyprus-sub: ΕΠΙΤΡΟΠΗ ΚΑΙΡΟΥ (724, 1389, 822, 1402)
theatre-title: Θεάματα (520, 2024, 612, 2048)
